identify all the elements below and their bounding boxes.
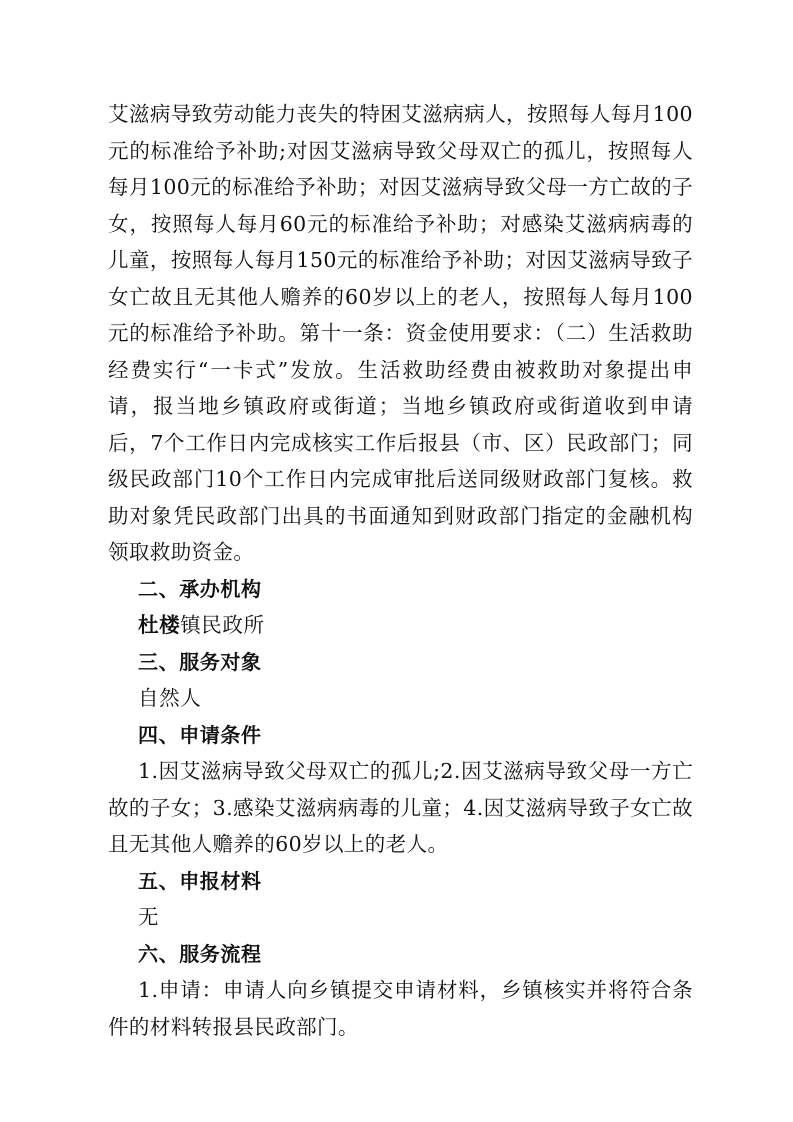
section-heading-materials: 五、申报材料 bbox=[138, 868, 262, 893]
section-heading-target: 三、服务对象 bbox=[138, 649, 262, 674]
section-content-conditions: 1.因艾滋病导致父母双亡的孤儿;2.因艾滋病导致父母一方亡故的子女；3.感染艾滋病病毒的儿童；4.因艾滋病导致子女亡故且无其他人赡养的60岁以上的老人。 bbox=[108, 759, 693, 856]
document-page bbox=[108, 96, 693, 1045]
section-content-agency bbox=[108, 607, 693, 644]
section-heading-process: 六、服务流程 bbox=[138, 941, 262, 966]
section-content-target: 自然人 bbox=[138, 686, 202, 710]
section-heading-agency: 二、承办机构 bbox=[138, 576, 262, 601]
agency-office-name: 镇民政所 bbox=[180, 613, 265, 637]
intro-paragraph: 艾滋病导致劳动能力丧失的特困艾滋病病人，按照每人每月100元的标准给予补助;对因艾滋病导致父母双亡的孤儿，按照每人每月100元的标准给予补助；对因艾滋病导致父母一方亡故的子女，按照每人每月60元的标准给予补助；对感染艾滋病病毒的儿童，按照每人每月150元的标准给予补助；对因艾滋病导致子女亡故且无其他人赡养的60岁以上的老人，按照每人每月100元的标准给予补助。第十一条：资金使用要求：（二）生活救助经费实行“一卡式”发放。生活救助经费由被救助对象提出申请，报当地乡镇政府或街道；当地乡镇政府或街道收到申请后，7个工作日内完成核实工作后报县（市、区）民政部门；同级民政部门10个工作日内完成审批后送同级财政部门复核。救助对象凭民政部门出具的书面通知到财政部门指定的金融机构领取救助资金。 bbox=[108, 102, 693, 564]
section-heading-conditions: 四、申请条件 bbox=[138, 722, 262, 747]
section-content-materials: 无 bbox=[138, 905, 160, 929]
section-content-process: 1.申请：申请人向乡镇提交申请材料，乡镇核实并将符合条件的材料转报县民政部门。 bbox=[108, 978, 693, 1039]
agency-town-name: 杜楼 bbox=[138, 613, 181, 637]
